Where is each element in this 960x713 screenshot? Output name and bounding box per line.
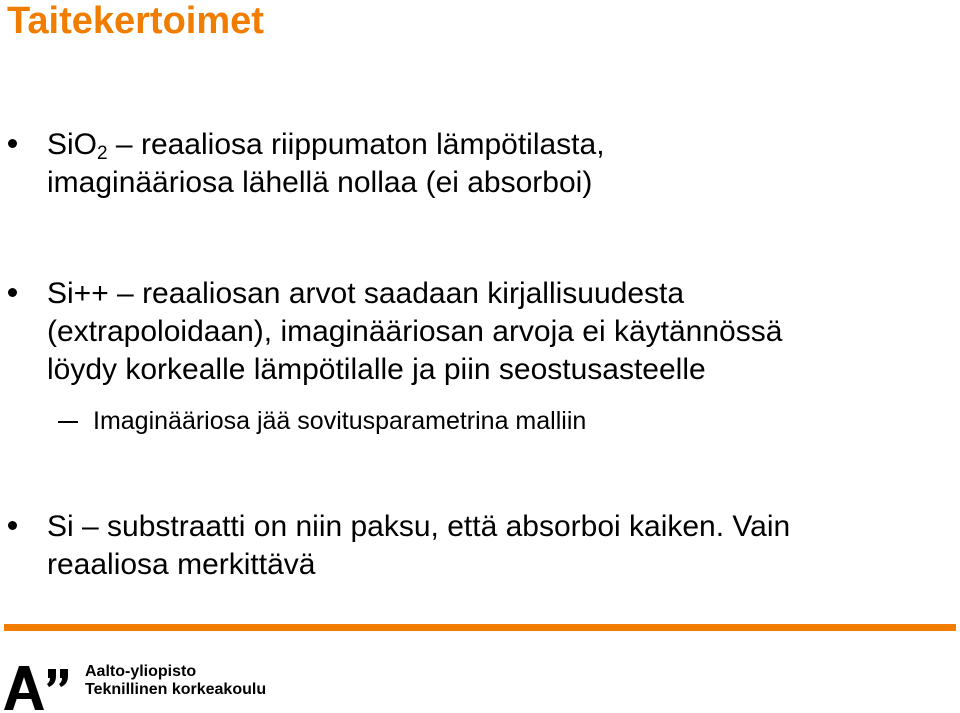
bullet-line: löydy korkealle lämpötilalle ja piin seostusasteelle [47, 353, 706, 386]
university-name-line1: Aalto-yliopisto [85, 663, 197, 680]
bullet-line: imaginääriosa lähellä nollaa (ei absorboi) [47, 166, 593, 199]
bullet-line: Si – substraatti on niin paksu, että absorboi kaiken. Vain [47, 510, 791, 543]
bullet-icon [8, 139, 17, 148]
slide-title: Taitekertoimet [7, 0, 264, 42]
bullet-icon [8, 288, 17, 297]
bullet-line [47, 126, 957, 164]
dash-icon [58, 421, 78, 423]
bullet-line-text: – reaaliosa riippumaton lämpötilasta, [107, 128, 605, 161]
formula-text: SiO [47, 128, 98, 161]
university-name [85, 663, 266, 699]
bullet-text [47, 275, 957, 389]
bullet-icon [8, 521, 17, 530]
university-name-line2: Teknillinen korkeakoulu [85, 681, 267, 698]
bullet-line: reaaliosa merkittävä [47, 548, 316, 581]
sub-bullet-text: Imaginääriosa jää sovitusparametrina malliin [93, 407, 587, 435]
bullet-text [47, 126, 957, 202]
footer-divider [4, 624, 956, 631]
bullet-text [47, 508, 957, 584]
formula-subscript: 2 [97, 143, 108, 164]
bullet-line: Si++ – reaaliosan arvot saadaan kirjallisuudesta [47, 277, 685, 310]
aalto-logo-icon [4, 666, 74, 710]
bullet-line: (extrapoloidaan), imaginääriosan arvoja ei käytännössä [47, 315, 783, 348]
